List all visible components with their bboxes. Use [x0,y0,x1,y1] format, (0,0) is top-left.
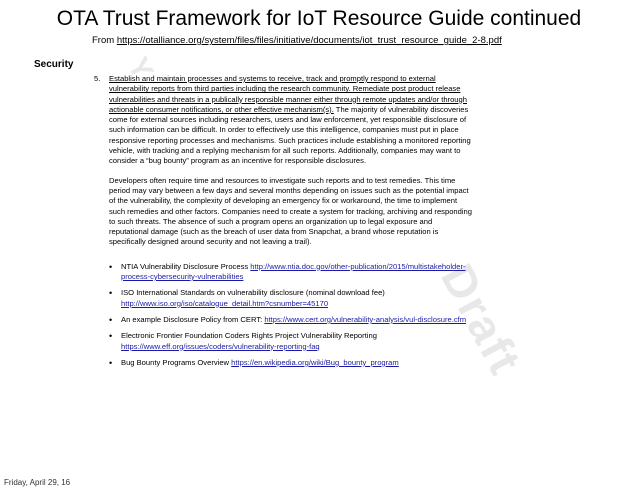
item-number: 5. [94,74,101,83]
section-label: Security [34,59,74,70]
list-item [109,314,472,325]
link-label: Electronic Frontier Foundation Coders Rights Project Vulnerability Reporting [121,331,377,341]
link-label: An example Disclosure Policy from CERT: [121,314,265,324]
link-label: NTIA Vulnerability Disclosure Process [121,261,251,271]
link-url[interactable]: https://en.wikipedia.org/wiki/Bug_bounty_program [231,357,399,367]
link-label: ISO International Standards on vulnerability disclosure (nominal download fee) [121,288,385,298]
document-body [94,74,472,374]
numbered-item [94,74,472,167]
link-url[interactable]: https://www.cert.org/vulnerability-analysis/vul-disclosure.cfm [264,314,467,324]
item-text [109,74,472,167]
footer-date: Friday, April 29, 16 [4,478,71,487]
bullet-icon: • [109,357,113,368]
link-url[interactable]: https://www.eff.org/issues/coders/vulnerability-reporting-faq [121,341,320,351]
bullet-icon: • [109,261,113,272]
bullet-icon: • [109,331,113,342]
item-heading-underlined: Establish and maintain processes and systems to receive, track and promptly respond to external vulnerability reports from third parties including the research community. Remediate post product release vulnerabilities and threats in a publically responsible manner either through remote updates and/or through actionable consumer notifications, or other effective mechanism(s). [109,74,467,114]
item-body: The majority of vulnerability discoveries come for external sources including researchers, users and law enforcement, yet responsible disclosure of such information can be difficult. In order to effectively use this intelligence, companies must put in place responsive reporting processes and mechanisms. Such practices include establishing a monitored reporting vehicle, with tracking and a replying mechanism for all such reports. Additionally, companies may want to consider a “bug bounty” program as an incentive for responsible disclosures. [109,104,471,166]
link-url[interactable]: http://www.ntia.doc.gov/other-publication/2015/multistakeholder-process-cybersecurity-vulnerabilities [121,261,466,282]
bullet-icon: • [109,314,113,325]
bullet-icon: • [109,288,113,299]
list-item [109,357,472,368]
list-item [109,261,472,283]
resource-links-list [94,262,472,368]
draft-watermark: Draft [431,255,533,384]
source-link[interactable]: https://otalliance.org/system/files/files/initiative/documents/iot_trust_resource_guide_2-8.pdf [116,35,502,46]
link-label: Bug Bounty Programs Overview [121,357,232,367]
source-line [92,35,502,47]
draft-watermark-top: Y [120,52,161,87]
list-item [109,288,472,309]
source-prefix: From [92,35,117,46]
link-url[interactable]: http://www.iso.org/iso/catalogue_detail.htm?csnumber=45170 [121,298,329,308]
paragraph: Developers often require time and resources to investigate such reports and to test remedies. This time period may vary between a few days and several months depending on issues such as the potential impact of the vulnerability, the complexity of developing an emergency fix or workaround, the time to implement such remedies and other factors. Companies need to create a system for tracking, archiving and responding to such threats. The absence of such a program opens an organization up to legal exposure and reputational damage (such as the breach of user data from Snapchat, a brand whose reputation is specifically designed around security and not leaving a trail). [109,175,473,247]
slide-title: OTA Trust Framework for IoT Resource Guide continued [56,7,582,30]
list-item [109,331,472,352]
